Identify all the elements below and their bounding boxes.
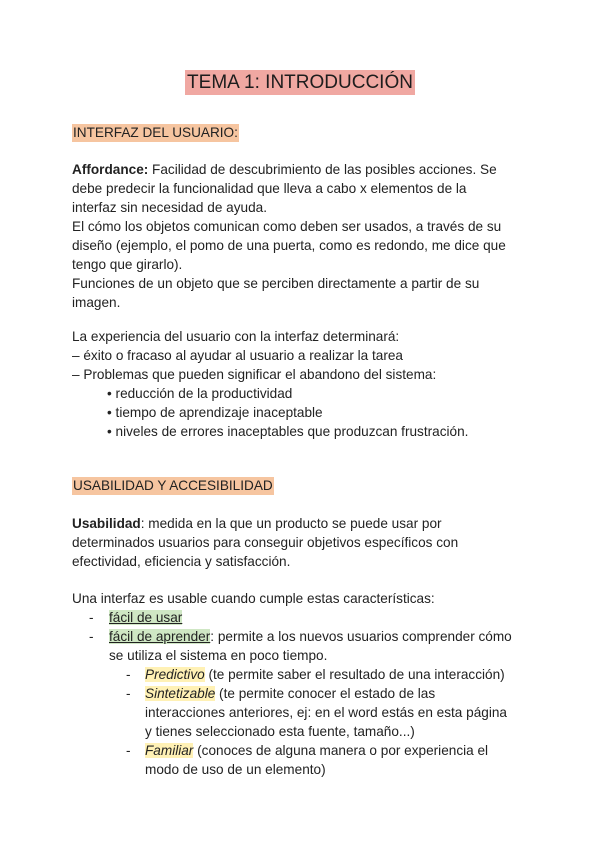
bullet-item: • reducción de la productividad: [107, 386, 293, 401]
dash-marker: -: [89, 629, 94, 644]
bullet-item: • tiempo de aprendizaje inaceptable: [107, 405, 323, 420]
dash-marker: -: [126, 743, 131, 758]
list-item: – Problemas que pueden significar el abandono del sistema:: [72, 367, 437, 382]
text-line: y tienes seleccionado esta fuente, tamaño...): [145, 724, 415, 739]
section-heading-usabilidad: USABILIDAD Y ACCESIBILIDAD: [73, 478, 273, 493]
text-line: tengo que girarlo).: [72, 257, 183, 272]
list-item-familiar: [72, 741, 532, 760]
dash-marker: -: [126, 667, 131, 682]
text-line: modo de uso de un elemento): [145, 762, 326, 777]
text-span: (te permite conocer el estado de las: [215, 686, 436, 701]
title-text: TEMA 1: INTRODUCCIÓN: [187, 72, 413, 93]
list-item-facil-usar: [72, 608, 532, 627]
list-item-sintetizable: [72, 684, 532, 703]
dash-marker: -: [126, 686, 131, 701]
affordance-paragraph: [72, 160, 532, 312]
text-line: diseño (ejemplo, el pomo de una puerta, como es redondo, me dice que: [72, 238, 506, 253]
text-line: debe predecir la funcionalidad que lleva a cabo x elementos de la: [72, 181, 467, 196]
caracteristicas-list: [72, 589, 532, 779]
list-item-predictivo: [72, 665, 532, 684]
highlight-familiar: Familiar: [145, 743, 194, 758]
highlight-predictivo: Predictivo: [145, 667, 205, 682]
highlight-facil-usar: fácil de usar: [109, 610, 183, 625]
list-item-facil-aprender: [72, 627, 532, 646]
text-line: Facilidad de descubrimiento de las posibles acciones. Se: [148, 162, 497, 177]
section-heading-interfaz: INTERFAZ DEL USUARIO:: [73, 125, 238, 140]
bullet-item: • niveles de errores inaceptables que produzcan frustración.: [107, 424, 469, 439]
experiencia-paragraph: [72, 327, 532, 441]
text-line: La experiencia del usuario con la interfaz determinará:: [72, 329, 400, 344]
text-line: determinados usuarios para conseguir objetivos específicos con: [72, 535, 459, 550]
text-line: El cómo los objetos comunican como deben ser usados, a través de su: [72, 219, 502, 234]
text-line: interfaz sin necesidad de ayuda.: [72, 200, 267, 215]
list-item: – éxito o fracaso al ayudar al usuario a realizar la tarea: [72, 348, 403, 363]
text-line: efectividad, eficiencia y satisfacción.: [72, 554, 291, 569]
text-span: (te permite saber el resultado de una interacción): [204, 667, 505, 682]
usabilidad-term: Usabilidad: [72, 516, 141, 531]
text-span: (conoces de alguna manera o por experiencia el: [193, 743, 489, 758]
highlight-sintetizable: Sintetizable: [145, 686, 216, 701]
text-span: : permite a los nuevos usuarios comprender cómo: [210, 629, 512, 644]
text-line: Funciones de un objeto que se perciben directamente a partir de su: [72, 276, 480, 291]
text-line: Una interfaz es usable cuando cumple estas características:: [72, 591, 435, 606]
text-line: imagen.: [72, 295, 121, 310]
page-title: [0, 72, 600, 94]
affordance-term: Affordance:: [72, 162, 149, 177]
usabilidad-paragraph: [72, 514, 532, 571]
text-line: interacciones anteriores, ej: en el word estás en esta página: [145, 705, 507, 720]
text-line: : medida en la que un producto se puede usar por: [140, 516, 442, 531]
dash-marker: -: [89, 610, 94, 625]
highlight-facil-aprender: fácil de aprender: [109, 629, 211, 644]
text-line: se utiliza el sistema en poco tiempo.: [109, 648, 328, 663]
